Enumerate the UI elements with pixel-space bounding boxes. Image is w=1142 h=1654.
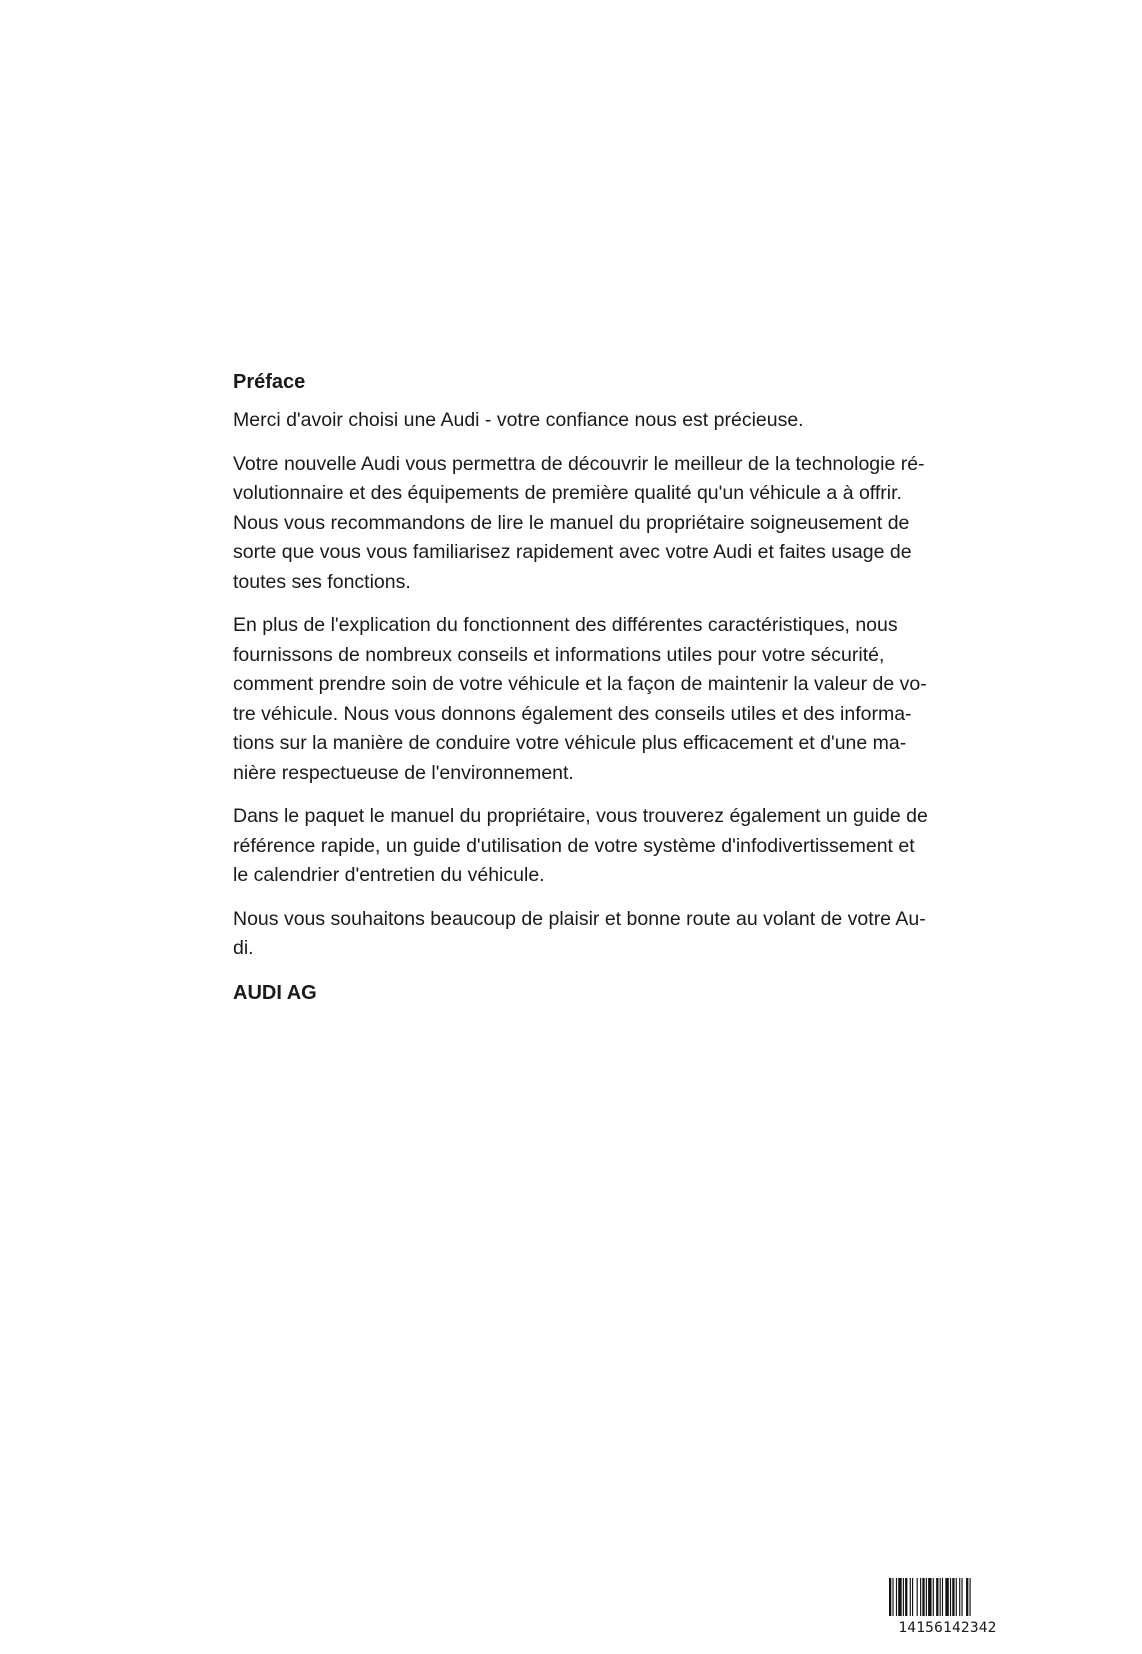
paragraph-content-overview <box>233 611 1009 788</box>
barcode-bar <box>952 1578 954 1616</box>
barcode-bar <box>898 1578 901 1616</box>
barcode-bar <box>945 1578 948 1616</box>
barcode-bar <box>912 1578 913 1616</box>
paragraph-closing-wish <box>233 905 1009 964</box>
paragraph-text: Merci d'avoir choisi une Audi - votre confiance nous est précieuse. <box>233 409 804 431</box>
barcode-bar <box>910 1578 911 1616</box>
barcode-bar <box>903 1578 904 1616</box>
barcode-bar <box>933 1578 934 1616</box>
barcode-bar <box>905 1578 907 1616</box>
paragraph-text: En plus de l'explication du fonctionnent des différentes caractéristiques, nous fournissons de nombreux conseils et informations utiles pour votre sécurité, comment prendre soin de votre véhicule et la façon de maintenir la valeur de vo- tre véhicule. Nous vous donnons également des conseils utiles et des informa- tions sur la manière de conduire votre véhicule plus efficacement et d'une ma- nière respectueuse de l'environnement. <box>233 614 927 784</box>
barcode <box>888 1578 1007 1637</box>
paragraph-text: Dans le paquet le manuel du propriétaire, vous trouverez également un guide de référence rapide, un guide d'utilisation de votre système d'infodivertissement et le calendrier d'entretien du véhicule. <box>233 805 928 886</box>
barcode-bar <box>936 1578 938 1616</box>
preface-section <box>233 367 1009 1008</box>
barcode-bar <box>892 1578 893 1616</box>
barcode-bar <box>926 1578 927 1616</box>
barcode-bar <box>970 1578 971 1616</box>
barcode-bar <box>961 1578 962 1616</box>
barcode-bar <box>889 1578 891 1616</box>
barcode-number: 14156142342 <box>898 1620 997 1636</box>
barcode-bar <box>940 1578 941 1616</box>
paragraph-text: Votre nouvelle Audi vous permettra de découvrir le meilleur de la technologie ré- volutionnaire et des équipements de première qualité qu'un véhicule a à offrir. Nous vous recommandons de lire le manuel du propriétaire soigneusement de sorte que vous vous familiarisez rapidement avec votre Audi et faites usage de toutes ses fonctions. <box>233 452 925 593</box>
barcode-bar <box>966 1578 968 1616</box>
barcode-bar <box>928 1578 931 1616</box>
paragraph-thanks <box>233 406 1009 436</box>
signature: AUDI AG <box>233 981 317 1004</box>
barcode-bar <box>956 1578 957 1616</box>
paragraph-introduction <box>233 450 1009 598</box>
paragraph-package-contents <box>233 802 1009 891</box>
barcode-bar <box>959 1578 960 1616</box>
barcode-bar <box>896 1578 897 1616</box>
barcode-bar <box>920 1578 921 1616</box>
barcode-bar <box>917 1578 918 1616</box>
barcode-bar <box>950 1578 951 1616</box>
barcode-bar <box>922 1578 924 1616</box>
page-title: Préface <box>233 371 306 393</box>
barcode-bar <box>942 1578 943 1616</box>
paragraph-text: Nous vous souhaitons beaucoup de plaisir et bonne route au volant de votre Au- di. <box>233 907 926 959</box>
barcode-bars <box>888 1578 1007 1616</box>
